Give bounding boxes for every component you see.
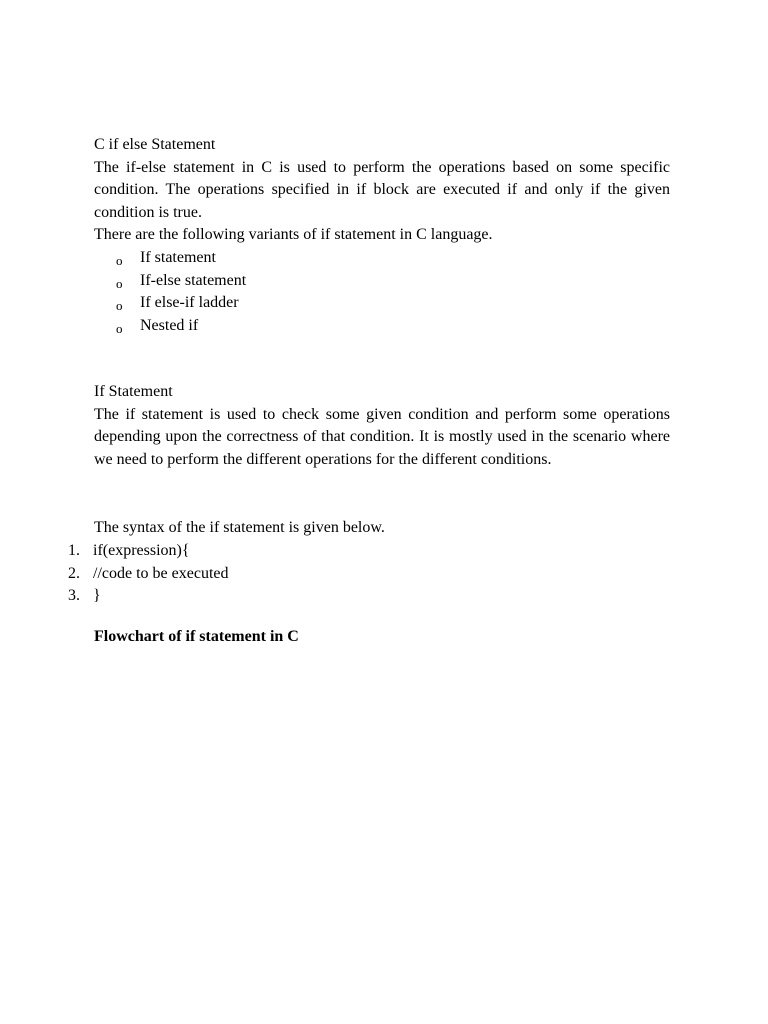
code-line — [68, 585, 668, 608]
code-line-number: 2. — [68, 564, 80, 582]
bullet-marker: o — [116, 252, 123, 268]
code-line — [68, 563, 668, 586]
flowchart-heading-block — [94, 626, 670, 649]
section-heading-if-statement: If Statement — [94, 383, 173, 400]
syntax-intro-block — [94, 517, 670, 540]
list-item — [94, 247, 670, 270]
if-else-description: The if-else statement in C is used to perform the operations based on some specific condition. The operations specified in if block are executed if and only if the given condition is true. — [94, 158, 670, 221]
list-item-text: Nested if — [140, 316, 199, 334]
section-if-else — [94, 134, 670, 337]
bullet-marker: o — [116, 320, 123, 336]
code-line-text: if(expression){ — [93, 542, 190, 559]
list-item-text: If statement — [140, 248, 216, 266]
syntax-code-list — [68, 540, 668, 608]
section-if-statement — [94, 381, 670, 471]
code-line — [68, 540, 668, 563]
flowchart-heading: Flowchart of if statement in C — [94, 628, 299, 645]
code-line-text: //code to be executed — [93, 564, 229, 582]
list-item-text: If else-if ladder — [140, 294, 239, 312]
bullet-marker: o — [116, 275, 123, 291]
if-statement-description: The if statement is used to check some given condition and perform some operations depending upon the correctness of that condition. It is mostly used in the scenario where we need to perform the different operations for the different conditions. — [94, 405, 670, 468]
list-item — [94, 270, 670, 293]
list-item-text: If-else statement — [140, 271, 247, 289]
code-line-number: 3. — [68, 587, 80, 605]
bullet-marker: o — [116, 298, 123, 314]
variants-list — [94, 247, 670, 337]
code-line-number: 1. — [68, 542, 80, 559]
variants-intro: There are the following variants of if statement in C language. — [94, 226, 493, 244]
list-item — [94, 292, 670, 315]
section-heading-if-else: C if else Statement — [94, 136, 216, 153]
code-line-text: } — [93, 587, 101, 605]
list-item — [94, 315, 670, 338]
syntax-intro: The syntax of the if statement is given below. — [94, 519, 385, 536]
